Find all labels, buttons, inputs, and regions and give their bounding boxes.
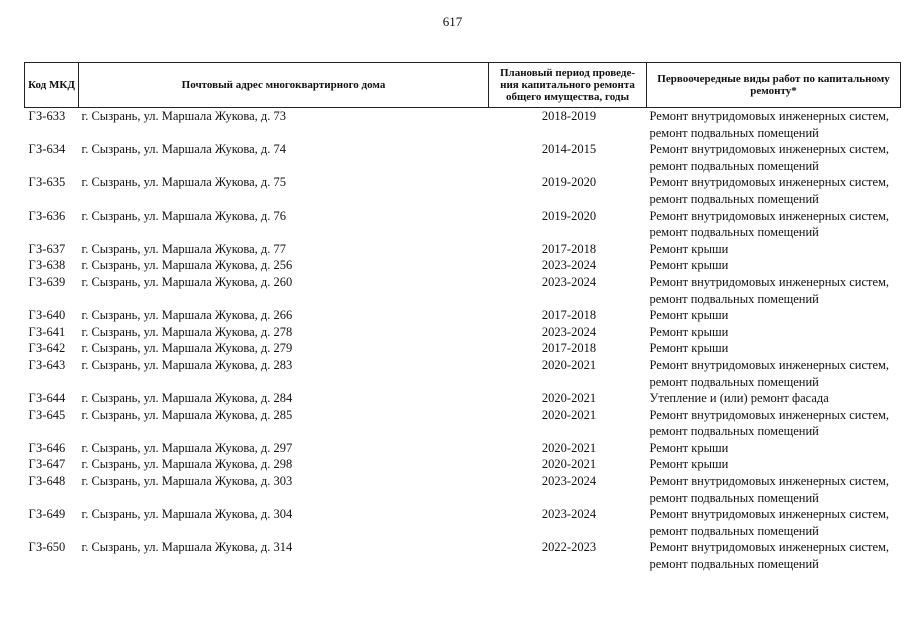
table-row (25, 208, 901, 241)
repair-period: 2023-2024 (541, 324, 597, 339)
repair-works-line: Ремонт внутридомовых инженерных систем, (649, 507, 890, 522)
repair-period: 2020-2021 (541, 440, 597, 455)
table-row (25, 506, 901, 539)
address: г. Сызрань, ул. Маршала Жукова, д. 75 (81, 175, 287, 190)
repair-works-line: ремонт подвальных помещений (649, 191, 819, 206)
table-row (25, 390, 901, 407)
repair-works (647, 307, 901, 324)
repair-works-line: Ремонт крыши (649, 241, 729, 256)
address: г. Сызрань, ул. Маршала Жукова, д. 256 (81, 258, 293, 273)
address: г. Сызрань, ул. Маршала Жукова, д. 314 (81, 540, 293, 555)
repair-works-line: Ремонт крыши (649, 440, 729, 455)
address: г. Сызрань, ул. Маршала Жукова, д. 278 (81, 324, 293, 339)
address: г. Сызрань, ул. Маршала Жукова, д. 279 (81, 341, 293, 356)
repair-works-line: Ремонт внутридомовых инженерных систем, (649, 540, 890, 555)
repair-works-line: ремонт подвальных помещений (649, 291, 819, 306)
repair-works-line: Ремонт внутридомовых инженерных систем, (649, 357, 890, 372)
table-row (25, 174, 901, 207)
repair-works-line: Ремонт крыши (649, 341, 729, 356)
repair-period: 2019-2020 (541, 175, 597, 190)
repair-works-line: Ремонт внутридомовых инженерных систем, (649, 274, 890, 289)
address: г. Сызрань, ул. Маршала Жукова, д. 283 (81, 357, 293, 372)
mkd-code: ГЗ-649 (28, 507, 66, 522)
table-row (25, 407, 901, 440)
repair-works (647, 390, 901, 407)
repair-works (647, 456, 901, 473)
header-period: Плановый период проведе-ния капитального ремонта общего имущества, годы (489, 63, 647, 108)
table-row (25, 456, 901, 473)
table-row (25, 539, 901, 572)
repair-works-line: Ремонт внутридомовых инженерных систем, (649, 175, 890, 190)
mkd-code: ГЗ-635 (28, 175, 66, 190)
repair-works-line: Утепление и (или) ремонт фасада (649, 391, 829, 406)
table-row (25, 440, 901, 457)
table-row (25, 241, 901, 258)
table-row (25, 324, 901, 341)
mkd-code: ГЗ-634 (28, 142, 66, 157)
repair-works-line: Ремонт крыши (649, 457, 729, 472)
repair-period: 2020-2021 (541, 357, 597, 372)
table-row (25, 340, 901, 357)
table-header (25, 63, 901, 108)
repair-works-line: ремонт подвальных помещений (649, 125, 819, 140)
repair-works (647, 274, 901, 307)
mkd-code: ГЗ-643 (28, 357, 66, 372)
repair-works (647, 440, 901, 457)
mkd-code: ГЗ-648 (28, 474, 66, 489)
housing-register-table (24, 62, 901, 573)
address: г. Сызрань, ул. Маршала Жукова, д. 285 (81, 407, 293, 422)
repair-works-line: Ремонт внутридомовых инженерных систем, (649, 208, 890, 223)
table-row (25, 357, 901, 390)
table-body (25, 108, 901, 573)
repair-works-line: Ремонт внутридомовых инженерных систем, (649, 474, 890, 489)
repair-works-line: Ремонт крыши (649, 258, 729, 273)
repair-period: 2023-2024 (541, 507, 597, 522)
mkd-code: ГЗ-642 (28, 341, 66, 356)
repair-works (647, 473, 901, 506)
repair-period: 2020-2021 (541, 391, 597, 406)
repair-works-line: Ремонт внутридомовых инженерных систем, (649, 109, 890, 123)
repair-works (647, 257, 901, 274)
repair-works-line: ремонт подвальных помещений (649, 424, 819, 439)
header-code: Код МКД (25, 63, 79, 108)
mkd-code: ГЗ-641 (28, 324, 66, 339)
address: г. Сызрань, ул. Маршала Жукова, д. 298 (81, 457, 293, 472)
address: г. Сызрань, ул. Маршала Жукова, д. 304 (81, 507, 293, 522)
address: г. Сызрань, ул. Маршала Жукова, д. 260 (81, 274, 293, 289)
address: г. Сызрань, ул. Маршала Жукова, д. 284 (81, 391, 293, 406)
table-row (25, 307, 901, 324)
repair-works (647, 506, 901, 539)
repair-period: 2014-2015 (541, 142, 597, 157)
repair-works (647, 241, 901, 258)
repair-period: 2023-2024 (541, 474, 597, 489)
mkd-code: ГЗ-650 (28, 540, 66, 555)
repair-works (647, 340, 901, 357)
repair-works-line: ремонт подвальных помещений (649, 374, 819, 389)
mkd-code: ГЗ-646 (28, 440, 66, 455)
page-number: 617 (442, 14, 463, 29)
repair-period: 2017-2018 (541, 241, 597, 256)
repair-works-line: ремонт подвальных помещений (649, 490, 819, 505)
repair-period: 2017-2018 (541, 308, 597, 323)
repair-period: 2018-2019 (541, 109, 597, 123)
repair-period: 2020-2021 (541, 407, 597, 422)
mkd-code: ГЗ-633 (28, 109, 66, 123)
repair-works-line: Ремонт внутридомовых инженерных систем, (649, 142, 890, 157)
repair-period: 2022-2023 (541, 540, 597, 555)
repair-works-line: ремонт подвальных помещений (649, 523, 819, 538)
header-address: Почтовый адрес многоквартирного дома (79, 63, 489, 108)
repair-period: 2017-2018 (541, 341, 597, 356)
table-row (25, 274, 901, 307)
address: г. Сызрань, ул. Маршала Жукова, д. 73 (81, 109, 287, 123)
mkd-code: ГЗ-647 (28, 457, 66, 472)
mkd-code: ГЗ-640 (28, 308, 66, 323)
table-row (25, 108, 901, 142)
repair-works-line: ремонт подвальных помещений (649, 158, 819, 173)
repair-works (647, 108, 901, 142)
repair-period: 2019-2020 (541, 208, 597, 223)
address: г. Сызрань, ул. Маршала Жукова, д. 303 (81, 474, 293, 489)
address: г. Сызрань, ул. Маршала Жукова, д. 76 (81, 208, 287, 223)
repair-works (647, 407, 901, 440)
table-row (25, 141, 901, 174)
address: г. Сызрань, ул. Маршала Жукова, д. 77 (81, 241, 287, 256)
repair-works-line: Ремонт крыши (649, 308, 729, 323)
repair-works (647, 324, 901, 341)
repair-period: 2023-2024 (541, 274, 597, 289)
repair-works (647, 174, 901, 207)
address: г. Сызрань, ул. Маршала Жукова, д. 297 (81, 440, 293, 455)
table-row (25, 257, 901, 274)
repair-works-line: ремонт подвальных помещений (649, 225, 819, 240)
mkd-code: ГЗ-638 (28, 258, 66, 273)
mkd-code: ГЗ-639 (28, 274, 66, 289)
repair-works (647, 208, 901, 241)
repair-works (647, 357, 901, 390)
mkd-code: ГЗ-645 (28, 407, 66, 422)
repair-works-line: Ремонт крыши (649, 324, 729, 339)
repair-works-line: ремонт подвальных помещений (649, 557, 819, 572)
mkd-code: ГЗ-644 (28, 391, 66, 406)
table-row (25, 473, 901, 506)
address: г. Сызрань, ул. Маршала Жукова, д. 74 (81, 142, 287, 157)
repair-period: 2020-2021 (541, 457, 597, 472)
repair-works (647, 539, 901, 572)
mkd-code: ГЗ-636 (28, 208, 66, 223)
repair-works-line: Ремонт внутридомовых инженерных систем, (649, 407, 890, 422)
address: г. Сызрань, ул. Маршала Жукова, д. 266 (81, 308, 293, 323)
header-works: Первоочередные виды работ по капитальному ремонту* (647, 63, 901, 108)
mkd-code: ГЗ-637 (28, 241, 66, 256)
repair-period: 2023-2024 (541, 258, 597, 273)
repair-works (647, 141, 901, 174)
